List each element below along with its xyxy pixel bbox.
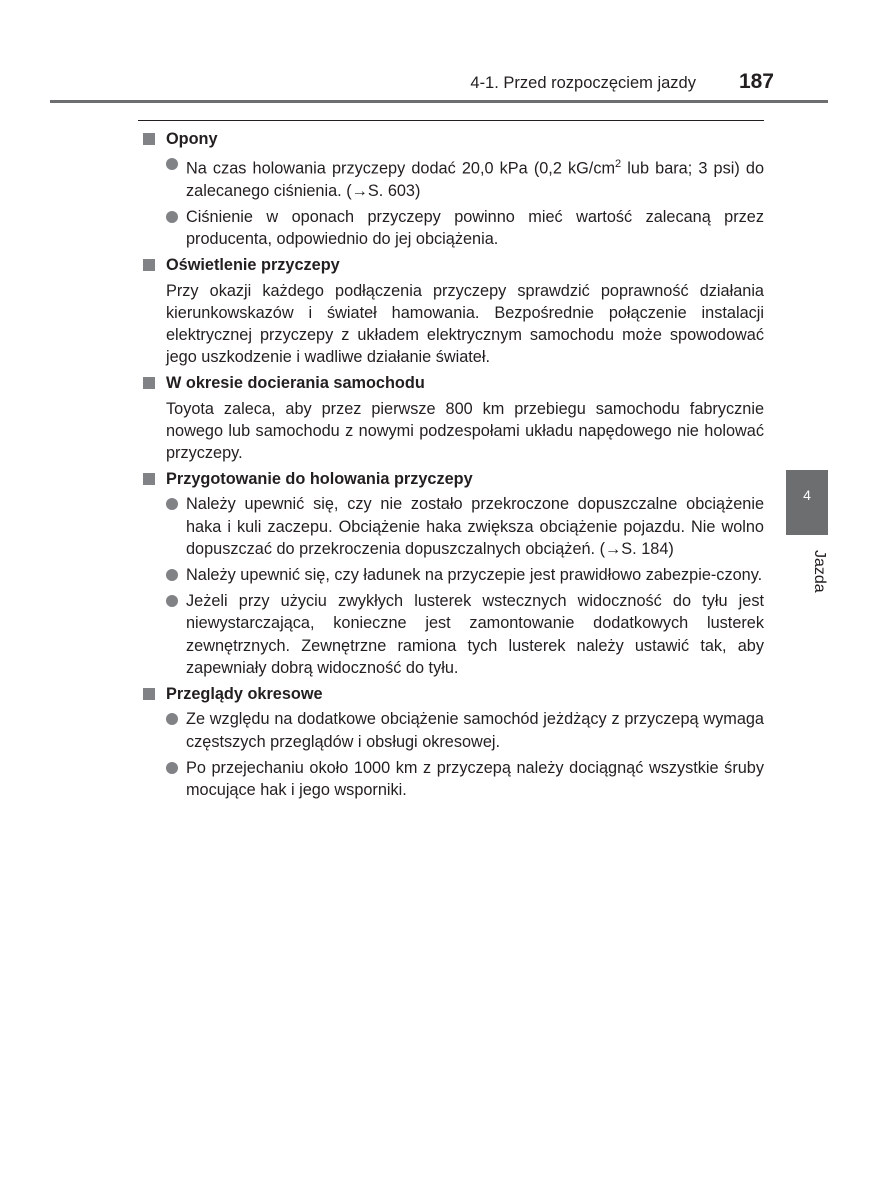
section-heading-text: Oświetlenie przyczepy: [166, 256, 340, 275]
section-heading: [142, 683, 764, 705]
list-item-text: Należy upewnić się, czy nie zostało przekroczone dopuszczalne obciążenie haka i kuli zaczepu. Obciążenie haka zwiększa obciążenie pojazdu. Nie wolno dopuszczać do przekroczenia dopuszczalnych obciążeń. (→S. 184): [186, 495, 764, 558]
round-bullet-icon: [166, 211, 178, 223]
chapter-number: 4: [803, 487, 811, 503]
square-bullet-icon: [143, 377, 155, 389]
section-heading: [142, 468, 764, 490]
round-bullet-icon: [166, 713, 178, 725]
section-opony: [142, 128, 764, 250]
superscript: 2: [615, 158, 622, 171]
list-item-text: Po przejechaniu około 1000 km z przyczepą należy dociągnąć wszystkie śruby mocujące hak i jego wsporniki.: [186, 758, 764, 799]
section-paragraph: Toyota zaleca, aby przez pierwsze 800 km przebiegu samochodu fabrycznie nowego lub samochodu z nowymi podzespołami układu napędowego nie holować przyczepy.: [166, 399, 764, 463]
section-heading-text: Przeglądy okresowe: [166, 685, 323, 704]
round-bullet-icon: [166, 762, 178, 774]
section-heading: [142, 254, 764, 276]
section-heading: [142, 128, 764, 150]
page-content: [142, 128, 764, 805]
square-bullet-icon: [143, 473, 155, 485]
round-bullet-icon: [166, 158, 178, 170]
list-item: [142, 493, 764, 560]
header-section-title: 4-1. Przed rozpoczęciem jazdy: [470, 74, 696, 92]
chapter-tab: [786, 470, 828, 535]
chapter-label: Jazda: [811, 549, 828, 593]
square-bullet-icon: [143, 688, 155, 700]
list-item: [142, 153, 764, 202]
list-item-text: Należy upewnić się, czy ładunek na przyczepie jest prawidłowo zabezpie-czony.: [186, 566, 763, 585]
section-paragraph: Przy okazji każdego podłączenia przyczepy sprawdzić poprawność działania kierunkowskazów i świateł hamowania. Bezpośrednie połączenie instalacji elektrycznej przyczepy z układem elektrycznym samochodu może spowodować jego uszkodzenie i wadliwe działanie świateł.: [166, 281, 764, 367]
section-heading: [142, 372, 764, 394]
section-heading-text: W okresie docierania samochodu: [166, 374, 425, 393]
square-bullet-icon: [143, 133, 155, 145]
section-oswietlenie: [142, 254, 764, 368]
section-heading-text: Przygotowanie do holowania przyczepy: [166, 470, 473, 489]
page-number: 187: [738, 70, 774, 93]
section-heading-text: Opony: [166, 130, 218, 148]
list-item: [142, 590, 764, 679]
list-item: [142, 206, 764, 250]
list-item-text: Ciśnienie w oponach przyczepy powinno mieć wartość zalecaną przez producenta, odpowiednio do jej obciążenia.: [186, 208, 764, 249]
list-item-text: Na czas holowania przyczepy dodać 20,0 kPa (0,2 kG/cm: [186, 159, 616, 178]
list-item: [142, 757, 764, 801]
section-przeglady: [142, 683, 764, 801]
section-docieranie: [142, 372, 764, 464]
list-item-text: lub bara; 3 psi) do zalecanego ciśnienia. (→S. 603): [186, 159, 764, 200]
round-bullet-icon: [166, 569, 178, 581]
list-item-text: Jeżeli przy użyciu zwykłych lusterek wstecznych widoczność do tyłu jest niewystarczająca, konieczne jest zamontowanie dodatkowych lusterek zewnętrznych. Zewnętrzne ramiona tych lusterek należy ustawić tak, aby zapewniały dobrą widoczność do tyłu.: [186, 592, 764, 677]
square-bullet-icon: [143, 259, 155, 271]
list-item: [142, 708, 764, 752]
header-divider: [50, 100, 828, 103]
round-bullet-icon: [166, 595, 178, 607]
round-bullet-icon: [166, 498, 178, 510]
list-item: [142, 564, 764, 586]
list-item-text: Ze względu na dodatkowe obciążenie samochód jeżdżący z przyczepą wymaga częstszych przeglądów i obsługi okresowej.: [186, 710, 764, 751]
section-przygotowanie: [142, 468, 764, 679]
content-divider: [138, 120, 764, 121]
